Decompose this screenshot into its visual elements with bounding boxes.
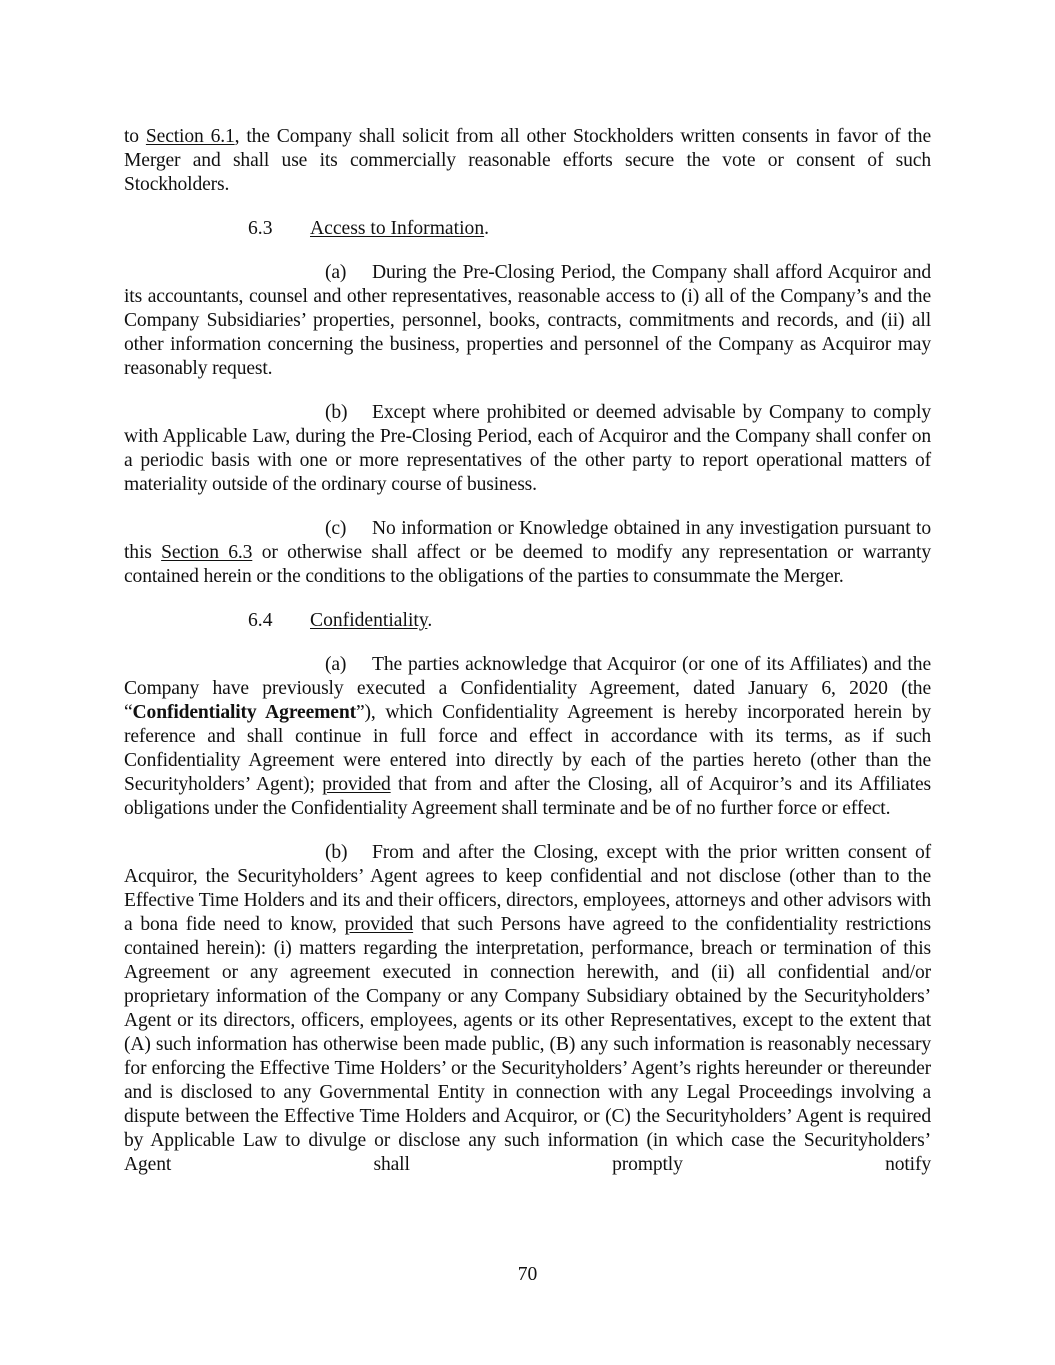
section-6-3-c [124, 517, 931, 589]
paragraph-text-pre: No information or Knowledge obtained in any investigation pursuant to this [124, 518, 931, 563]
section-6-3-heading [124, 217, 931, 241]
section-6-4-title-suffix: . [427, 610, 433, 631]
section-6-4-title-wrap [310, 609, 432, 633]
provided-term: provided [322, 774, 391, 795]
section-6-3-reference: Section 6.3 [161, 542, 253, 563]
paragraph-text-pre: The parties acknowledge that Acquiror (or one of its Affiliates) and the Company have previously executed a Confidentiality Agreement, dated January 6, 2020 (the “ [124, 654, 931, 723]
section-6-4-b [124, 841, 931, 1177]
section-6-3-b [124, 401, 931, 497]
section-6-3-a [124, 261, 931, 381]
section-6-3-title: Access to Information [310, 218, 485, 239]
section-6-3-title-wrap [310, 217, 489, 241]
section-6-4-title: Confidentiality [310, 610, 428, 631]
intro-pre: to [124, 126, 146, 147]
document-page [124, 125, 931, 1197]
paragraph-text-post: or otherwise shall affect or be deemed to modify any representation or warranty contained herein or the conditions to the obligations of the parties to consummate the Merger. [124, 542, 932, 587]
section-6-4-a [124, 653, 931, 821]
paragraph-label: (b) [325, 842, 348, 863]
page-number: 70 [517, 1264, 538, 1285]
intro-paragraph [124, 125, 931, 197]
paragraph-label: (b) [325, 402, 348, 423]
section-6-3-number: 6.3 [248, 218, 273, 239]
paragraph-text-post: that from and after the Closing, all of Acquiror’s and its Affiliates obligations under the Confidentiality Agreement shall terminate and be of no further force or effect. [124, 774, 931, 819]
paragraph-text-pre: From and after the Closing, except with the prior written consent of Acquiror, the Securityholders’ Agent agrees to keep confidential and not disclose (other than to the Effective Time Holders and its and their officers, directors, employees, attorneys and other advisors with a bona fide need to know, [124, 842, 931, 935]
section-6-4-number: 6.4 [248, 610, 273, 631]
paragraph-text: Except where prohibited or deemed advisable by Company to comply with Applicable Law, during the Pre-Closing Period, each of Acquiror and the Company shall confer on a periodic basis with one or more representatives of the other party to report operational matters of materiality outside of the ordinary course of business. [124, 402, 931, 495]
section-6-1-reference: Section 6.1 [145, 126, 235, 147]
paragraph-text-mid: ”), which Confidentiality Agreement is hereby incorporated herein by reference and shall continue in full force and effect in accordance with its terms, as if such Confidentiality Agreement were entered into directly by each of the parties hereto (other than the Securityholders’ Agent); [124, 702, 932, 795]
paragraph-label: (c) [325, 518, 347, 539]
paragraph-text-post: that such Persons have agreed to the confidentiality restrictions contained herein): (i) matters regarding the interpretation, performance, breach or termination of this Agreement or any agreement executed in connection herewith, and (ii) all confidential and/or proprietary information of the Company or any Company Subsidiary obtained by the Securityholders’ Agent or its directors, officers, employees, agents or its other Representatives, except to the extent that (A) such information has otherwise been made public, (B) any such information is reasonably necessary for enforcing the Effective Time Holders’ or the Securityholders’ Agent’s rights hereunder or thereunder and is disclosed to any Governmental Entity in connection with any Legal Proceedings involving a dispute between the Effective Time Holders and Acquiror, or (C) the Securityholders’ Agent is required by Applicable Law to divulge or disclose any such information (in which case the Securityholders’ Agent shall promptly notify [124, 914, 931, 1175]
provided-term: provided [344, 914, 414, 935]
paragraph-text: During the Pre-Closing Period, the Company shall afford Acquiror and its accountants, counsel and other representatives, reasonable access to (i) all of the Company’s and the Company Subsidiaries’ properties, personnel, books, contracts, commitments and records, and (ii) all other information concerning the business, properties and personnel of the Company as Acquiror may reasonably request. [124, 262, 931, 379]
intro-post: , the Company shall solicit from all other Stockholders written consents in favor of the Merger and shall use its commercially reasonable efforts secure the vote or consent of such Stockholders. [124, 126, 931, 195]
section-6-4-heading [124, 609, 931, 633]
defined-term: Confidentiality Agreement [132, 702, 356, 723]
paragraph-label: (a) [325, 654, 347, 675]
section-6-3-title-suffix: . [484, 218, 490, 239]
paragraph-label: (a) [325, 262, 347, 283]
